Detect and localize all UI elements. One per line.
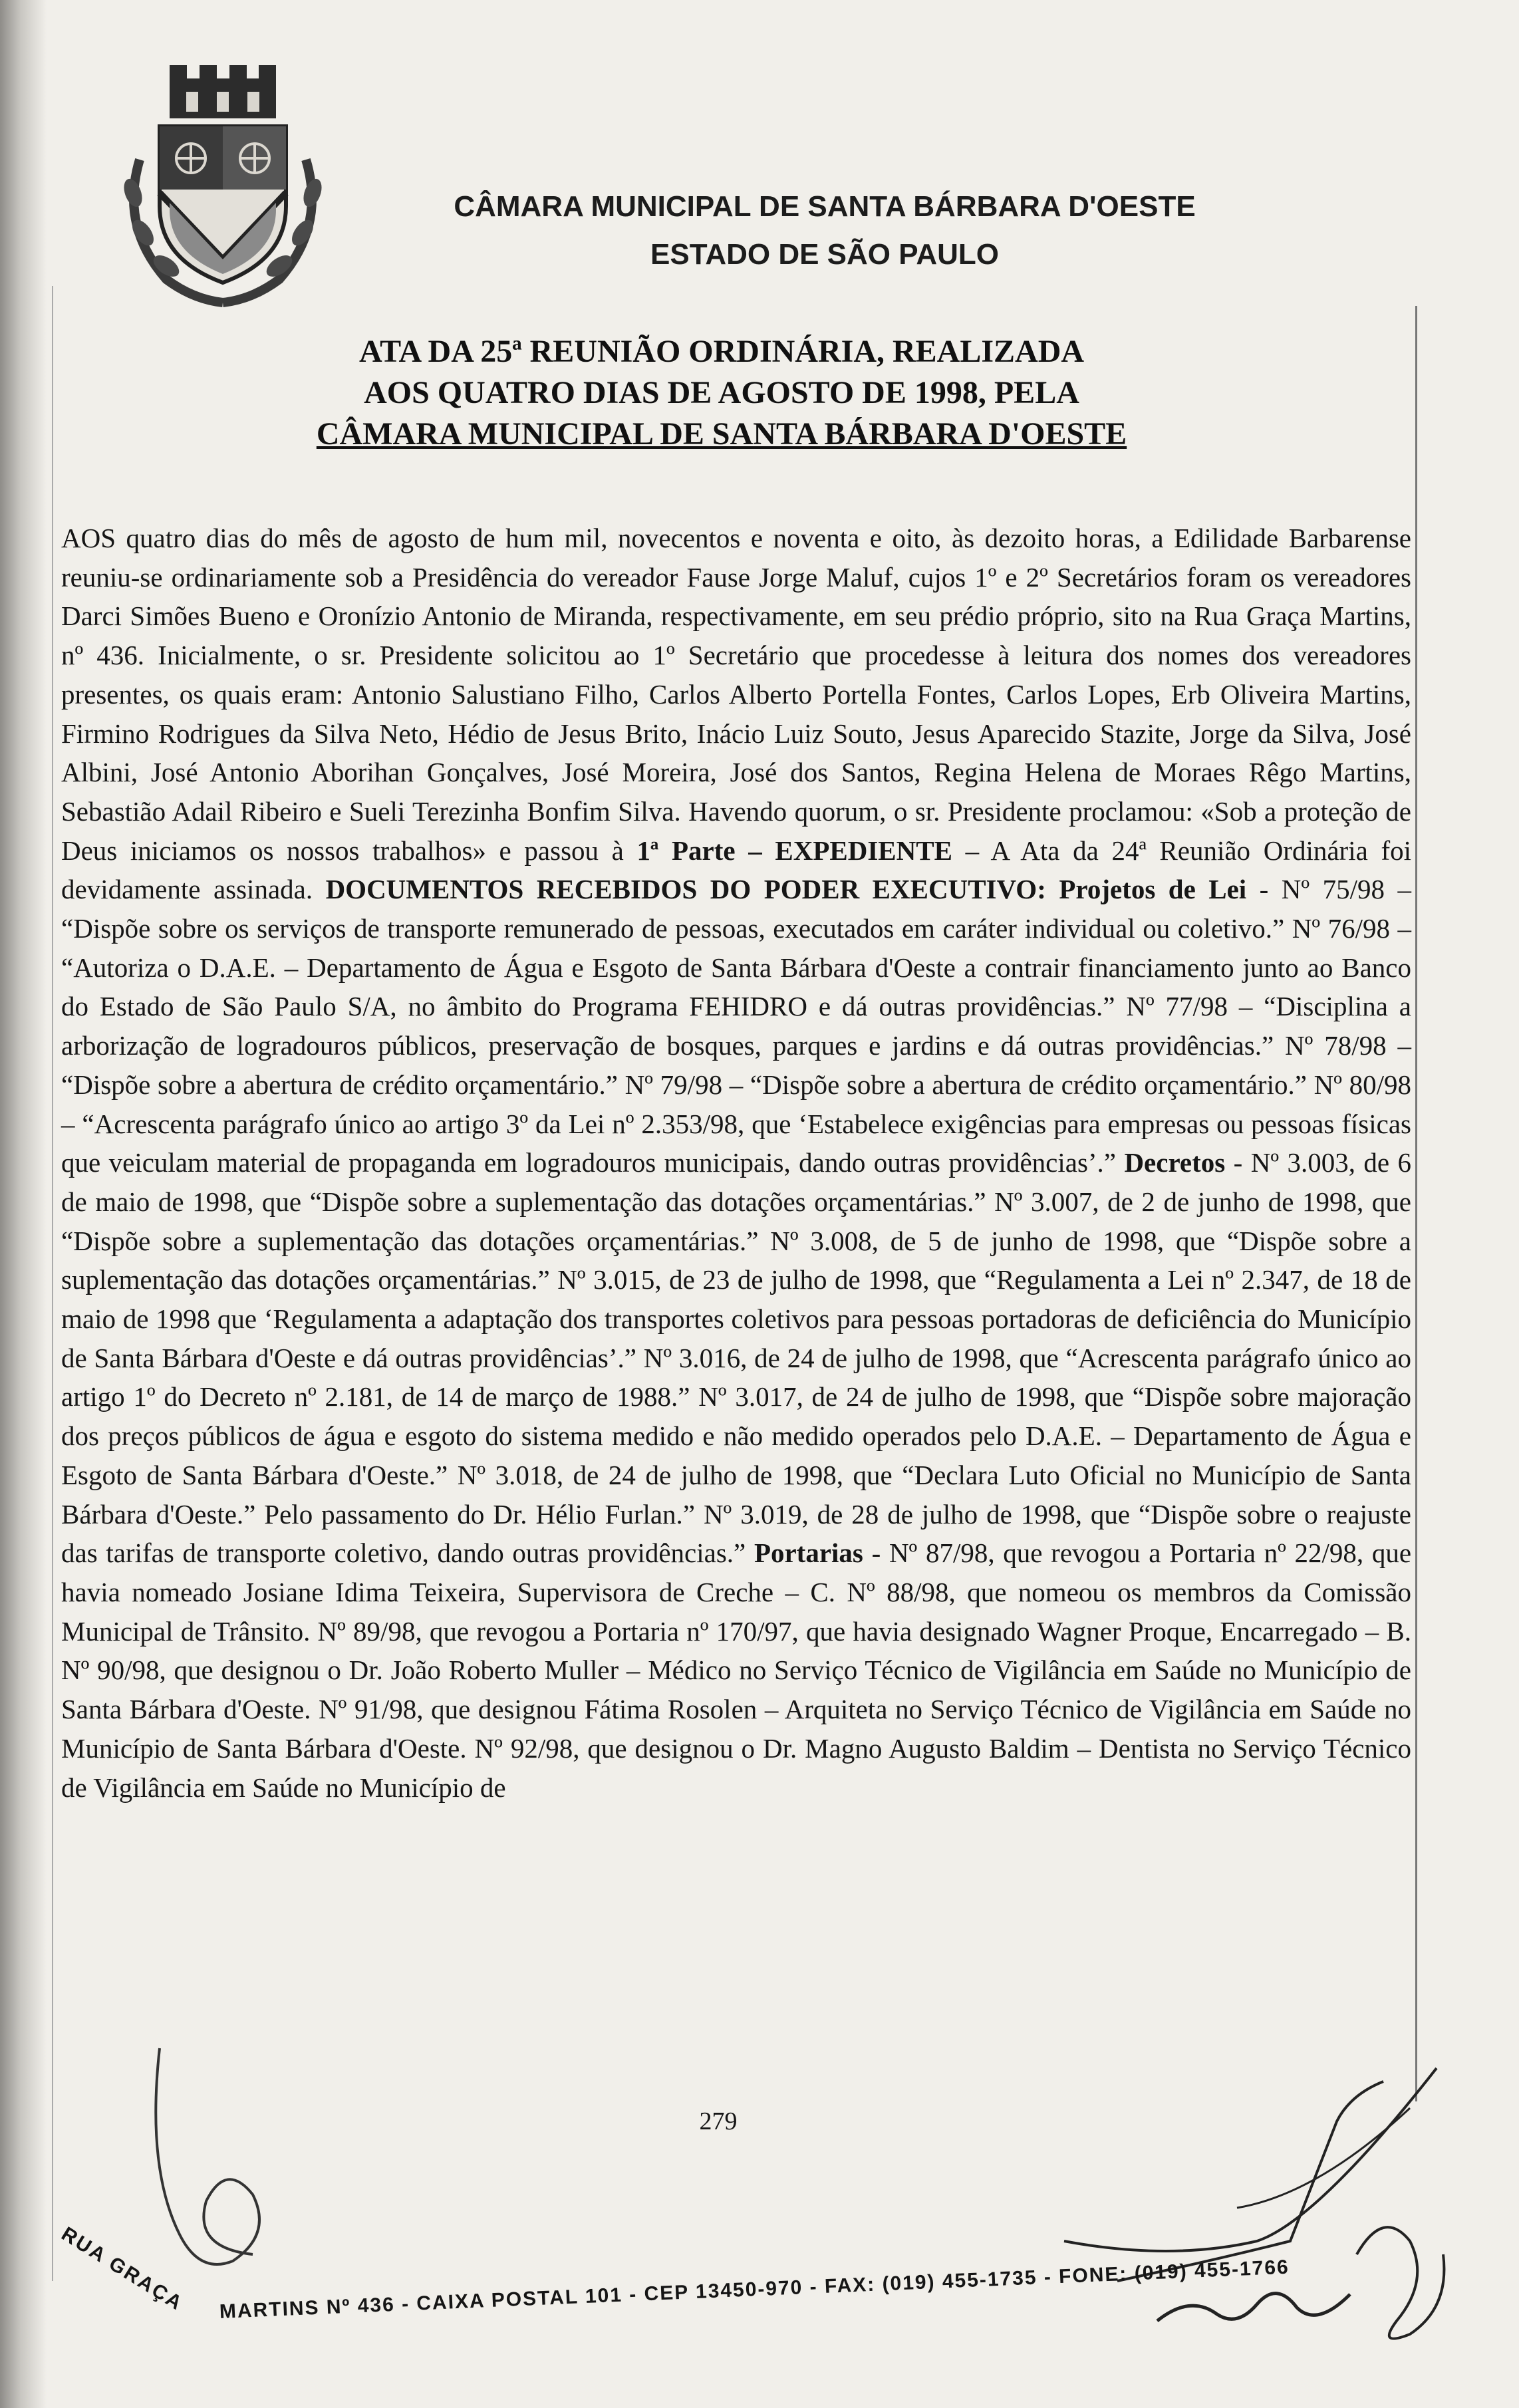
decrees-list: - Nº 3.003, de 6 de maio de 1998, que “Dispõe sobre a suplementação das dotações orçamentárias.” Nº 3.007, de 2 de junho de 1998, que “Dispõe sobre a suplementação das dotações orçamentárias.” Nº 3.008, de 5 de junho de 1998, que “Dispõe sobre a suplementação das dotações orçamentárias.” Nº 3.015, de 23 de julho de 1998, que “Regulamenta a Lei nº 2.347, de 18 de maio de 1998 que ‘Regulamenta a adaptação dos transportes coletivos para pessoas portadoras de deficiência do Município de Santa Bárbara d'Oeste e dá outras providências’.” Nº 3.016, de 24 de julho de 1998, que “Acrescenta parágrafo único ao artigo 1º do Decreto nº 2.181, de 14 de março de 1988.” Nº 3.017, de 24 de julho de 1998, que “Dispõe sobre majoração dos preços públicos de água e esgoto do sistema medido e não medido operados pelo D.A.E. – Departamento de Água e Esgoto de Santa Bárbara d'Oeste.” Nº 3.018, de 24 de julho de 1998, que “Declara Luto Oficial no Município de Santa Bárbara d'Oeste.” Pelo passamento do Dr. Hélio Furlan.” Nº 3.019, de 28 de julho de 1998, que “Dispõe sobre o reajuste das tarifas de transporte coletivo, dando outras providências.” — [61, 1147, 1411, 1569]
minutes-approval: – A Ata da 24ª Reunião Ordinária foi devidamente assinada. — [61, 835, 1411, 905]
institution-name: CÂMARA MUNICIPAL DE SANTA BÁRBARA D'OESTE — [454, 190, 1196, 223]
title-line-1: ATA DA 25ª REUNIÃO ORDINÁRIA, REALIZADA — [358, 334, 1085, 369]
page-number: 279 — [699, 2107, 738, 2135]
decrees-heading: Decretos — [1124, 1147, 1226, 1178]
part-heading: 1ª Parte – EXPEDIENTE — [636, 835, 952, 866]
minutes-paragraph — [61, 519, 1411, 1807]
handwritten-signature — [1037, 2042, 1476, 2361]
letterhead — [372, 183, 1277, 279]
title-line-2: AOS QUATRO DIAS DE AGOSTO DE 1998, PELA — [364, 375, 1079, 410]
opening-text: AOS quatro dias do mês de agosto de hum mil, novecentos e noventa e oito, às dezoito horas, a Edilidade Barbarense reuniu-se ordinariamente sob a Presidência do vereador Fause Jorge Maluf, cujos 1º e 2º Secretários foram os vereadores Darci Simões Bueno e Oronízio Antonio de Miranda, respectivamente, em seu prédio próprio, sito na Rua Graça Martins, nº 436. Inicialmente, o sr. Presidente solicitou ao 1º Secretário que procedesse à leitura dos nomes dos vereadores presentes, os quais eram: Antonio Salustiano Filho, Carlos Alberto Portella Fontes, Carlos Lopes, Erb Oliveira Martins, Firmino Rodrigues da Silva Neto, Hédio de Jesus Brito, Inácio Luiz Souto, Jesus Aparecido Stazite, Jorge da Silva, José Albini, José Antonio Aborihan Gonçalves, José Moreira, José dos Santos, Regina Helena de Moraes Rêgo Martins, Sebastião Adail Ribeiro e Sueli Terezinha Bonfim Silva. Havendo quorum, o sr. Presidente proclamou: «Sob a proteção de Deus iniciamos os nossos trabalhos» e passou à — [61, 523, 1411, 866]
ordinances-list: - Nº 87/98, que revogou a Portaria nº 22/98, que havia nomeado Josiane Idima Teixeira, Supervisora de Creche – C. Nº 88/98, que nomeou os membros da Comissão Municipal de Trânsito. Nº 89/98, que revogou a Portaria nº 170/97, que havia designado Wagner Proque, Encarregado – B. Nº 90/98, que designou o Dr. João Roberto Muller – Médico no Serviço Técnico de Vigilância em Saúde no Município de Santa Bárbara d'Oeste. Nº 91/98, que designou Fátima Rosolen – Arquiteta no Serviço Técnico de Vigilância em Saúde no Município de Santa Bárbara d'Oeste. Nº 92/98, que designou o Dr. Magno Augusto Baldim – Dentista no Serviço Técnico de Vigilância em Saúde no Município de — [61, 1538, 1412, 1803]
right-margin-line — [1415, 306, 1417, 2101]
footer-address-lead: RUA GRAÇA — [57, 2222, 188, 2316]
state-name: ESTADO DE SÃO PAULO — [650, 238, 999, 271]
page-edge-shadow — [0, 0, 47, 2408]
title-line-3: CÂMARA MUNICIPAL DE SANTA BÁRBARA D'OESTE — [316, 416, 1127, 452]
footer-address: MARTINS Nº 436 - CAIXA POSTAL 101 - CEP 13450-970 - FAX: (019) 455-1735 - FONE: (019) 455-1766 — [219, 2256, 1290, 2323]
documents-heading: DOCUMENTOS RECEBIDOS DO PODER EXECUTIVO: Projetos de Lei — [325, 874, 1247, 905]
left-margin-line — [52, 286, 53, 2281]
projects-list: - Nº 75/98 – “Dispõe sobre os serviços de transporte remunerado de pessoas, executados em caráter individual ou coletivo.” Nº 76/98 – “Autoriza o D.A.E. – Departamento de Água e Esgoto de Santa Bárbara d'Oeste a contrair financiamento junto ao Banco do Estado de São Paulo S/A, no âmbito do Programa FEHIDRO e dá outras providências.” Nº 77/98 – “Disciplina a arborização de logradouros públicos, preservação de bosques, parques e jardins e dá outras providências.” Nº 78/98 – “Dispõe sobre a abertura de crédito orçamentário.” Nº 79/98 – “Dispõe sobre a abertura de crédito orçamentário.” Nº 80/98 – “Acrescenta parágrafo único ao artigo 3º da Lei nº 2.353/98, que ‘Estabelece exigências para empresas ou pessoas físicas que veiculam material de propaganda em logradouros municipais, dando outras providências’.” — [61, 874, 1411, 1178]
handwritten-mark — [120, 2035, 352, 2288]
minutes-body — [61, 519, 1411, 1807]
coat-of-arms-icon — [113, 60, 333, 313]
document-title — [279, 331, 1164, 455]
ordinances-heading: Portarias — [754, 1538, 863, 1569]
